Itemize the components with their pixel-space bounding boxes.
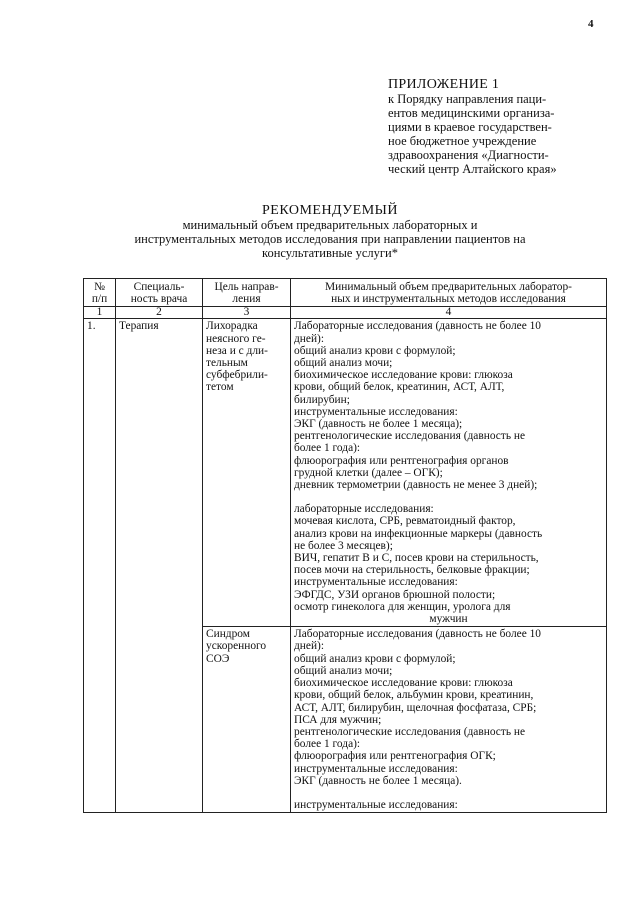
method-line: Лабораторные исследования (давность не более 10: [294, 320, 541, 333]
method-line: грудной клетки (далее – ОГК);: [294, 466, 443, 479]
method-line: флюорография или рентгенография органов: [294, 454, 509, 467]
heading-main: РЕКОМЕНДУЕМЫЙ: [262, 203, 398, 218]
column-number: 2: [116, 307, 203, 319]
appendix-title: ПРИЛОЖЕНИЕ 1: [388, 77, 500, 92]
column-number: 4: [291, 307, 607, 319]
method-line: инструментальные исследования:: [294, 405, 458, 418]
column-number: 1: [84, 307, 116, 319]
heading-line: консультативные услуги*: [262, 246, 398, 260]
purpose-line: ускоренного: [206, 640, 267, 653]
row-number: 1.: [84, 319, 116, 813]
method-line: общий анализ мочи;: [294, 664, 393, 677]
method-line: инструментальные исследования:: [294, 576, 458, 589]
heading-line: минимальный объем предварительных лабораторных и: [182, 218, 478, 232]
row-methods: [291, 627, 607, 813]
method-line: флюорография или рентгенография ОГК;: [294, 750, 496, 763]
appendix-block: [388, 78, 613, 176]
appendix-line: ческий центр Алтайского края»: [388, 162, 557, 176]
purpose-line: СОЭ: [206, 652, 230, 665]
header-text: ность врача: [130, 293, 188, 306]
method-line: более 1 года):: [294, 442, 361, 455]
appendix-line: ное бюджетное учреждение: [388, 134, 537, 148]
appendix-line: циями в краевое государствен-: [388, 120, 552, 134]
method-line: биохимическое исследование крови: глюкоза: [294, 677, 513, 690]
method-line: более 1 года):: [294, 738, 361, 751]
method-line: рентгенологические исследования (давность не: [294, 725, 526, 738]
row-purpose: [203, 627, 291, 813]
method-line: осмотр гинеколога для женщин, уролога для: [294, 600, 511, 613]
purpose-line: неясного ге-: [206, 332, 266, 345]
method-line: крови, общий белок, альбумин крови, креатинин,: [294, 689, 534, 702]
method-line: мочевая кислота, СРБ, ревматоидный фактор,: [294, 515, 516, 528]
method-line: дневник термометрии (давность не менее 3 дней);: [294, 479, 538, 492]
purpose-line: Синдром: [206, 628, 250, 641]
method-line: ПСА для мужчин;: [294, 713, 382, 726]
method-line: общий анализ крови с формулой;: [294, 652, 456, 665]
method-line: ЭКГ (давность не более 1 месяца);: [294, 418, 463, 431]
method-line: крови, общий белок, креатинин, АСТ, АЛТ,: [294, 381, 505, 394]
method-line: общий анализ крови с формулой;: [294, 344, 456, 357]
method-line: билирубин;: [294, 393, 350, 406]
purpose-line: тельным: [206, 357, 248, 370]
header-purpose: [203, 279, 291, 307]
method-line: анализ крови на инфекционные маркеры (давность: [294, 527, 543, 540]
method-line: посев мочи на стерильность, белковые фракции;: [294, 564, 530, 577]
row-purpose: [203, 319, 291, 627]
method-line: дней):: [294, 640, 325, 653]
header-text: Минимальный объем предварительных лаборатор-: [325, 281, 572, 293]
method-line: мужчин: [429, 613, 468, 626]
appendix-line: к Порядку направления паци-: [388, 92, 547, 106]
purpose-line: неза и с дли-: [206, 344, 268, 357]
header-specialty: [116, 279, 203, 307]
method-line: ВИЧ, гепатит В и С, посев крови на стерильность,: [294, 552, 539, 565]
method-line: инструментальные исследования:: [294, 762, 458, 775]
column-number: 3: [203, 307, 291, 319]
row-specialty: Терапия: [116, 319, 203, 813]
method-line: рентгенологические исследования (давность не: [294, 430, 526, 443]
purpose-line: тетом: [206, 381, 234, 394]
method-line: ЭКГ (давность не более 1 месяца).: [294, 774, 462, 787]
header-text: Цель направ-: [214, 281, 279, 293]
header-text: ления: [232, 293, 261, 306]
spacer: [294, 787, 603, 799]
header-text: п/п: [91, 293, 108, 306]
row-methods: [291, 319, 607, 627]
spacer: [294, 491, 603, 503]
purpose-line: Лихорадка: [206, 320, 258, 333]
appendix-line: ентов медицинскими организа-: [388, 106, 555, 120]
header-number: [84, 279, 116, 307]
method-line: не более 3 месяцев);: [294, 539, 393, 552]
page-number: 4: [588, 18, 594, 30]
column-number-row: [84, 307, 607, 319]
method-line: лабораторные исследования:: [294, 503, 434, 516]
header-text: Специаль-: [133, 281, 185, 293]
header-methods: [291, 279, 607, 307]
method-line: общий анализ мочи;: [294, 357, 393, 370]
recommendation-table: [83, 278, 607, 813]
method-line: ЭФГДС, УЗИ органов брюшной полости;: [294, 588, 496, 601]
purpose-line: субфебрили-: [206, 369, 268, 382]
method-line: биохимическое исследование крови: глюкоза: [294, 369, 513, 382]
method-line: АСТ, АЛТ, билирубин, щелочная фосфатаза, СРБ;: [294, 701, 537, 714]
heading-line: инструментальных методов исследования при направлении пациентов на: [134, 232, 526, 246]
method-line: Лабораторные исследования (давность не более 10: [294, 628, 541, 641]
table-row: [84, 319, 607, 627]
header-text: №: [94, 281, 105, 293]
document-heading: [80, 204, 580, 260]
method-line: дней):: [294, 332, 325, 345]
appendix-line: здравоохранения «Диагности-: [388, 148, 549, 162]
table-header-row: [84, 279, 607, 307]
method-line: инструментальные исследования:: [294, 798, 458, 811]
header-text: ных и инструментальных методов исследования: [331, 293, 566, 306]
